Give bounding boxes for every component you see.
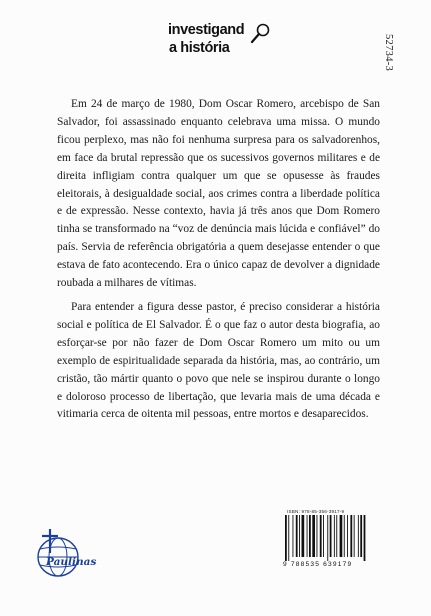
magnifier-icon [250, 22, 272, 44]
barcode-icon [283, 515, 383, 561]
paragraph: Em 24 de março de 1980, Dom Oscar Romero, arcebispo de San Salvador, foi assassinado enquanto celebrava uma missa. O mundo ficou perplexo, mas não foi nenhuma surpresa para os salvadorenhos, em face da brutal repressão que os sucessivos governos militares e de direita infligiam contra qualquer um que se opusesse às fraudes eleitorais, à desigualdade social, aos crimes contra a liberdade política e de expressão. Nesse contexto, havia já três anos que Dom Romero tinha se transformado na “voz de denúncia mais lúcida e confiável” do país. Servia de referência obrigatória a quem desejasse entender o que estava de fato acontecendo. Era o único capaz de devolver a dignidade roubada a milhares de vítimas. [57, 98, 380, 290]
paragraph: Para entender a figura desse pastor, é preciso considerar a história social e política de El Salvador. É o que faz o autor desta biografia, ao esforçar-se por não fazer de Dom Oscar Romero um mito ou um exemplo de espiritualidade separada da história, mas, ao contrário, um cristão, tão mártir quanto o povo que nele se inspirou durante o longo e doloroso processo de libertação, que levaria mais de uma década e vitimaria cerca de oitenta mil pessoas, entre mortos e desaparecidos. [57, 300, 380, 421]
series-title-line2: a história [169, 40, 230, 56]
isbn-barcode [283, 509, 393, 568]
series-logo [168, 22, 268, 72]
publisher-name: Paulinas [46, 556, 97, 568]
isbn-digits: 9 788535 639179 [283, 561, 353, 568]
back-cover-blurb [57, 96, 380, 424]
series-title-line1: investigand [168, 22, 245, 38]
catalog-code: 52734-3 [383, 34, 394, 72]
isbn-label: ISBN: 978-85-356-3917-9 [287, 509, 345, 514]
globe-cross-icon [28, 525, 100, 585]
